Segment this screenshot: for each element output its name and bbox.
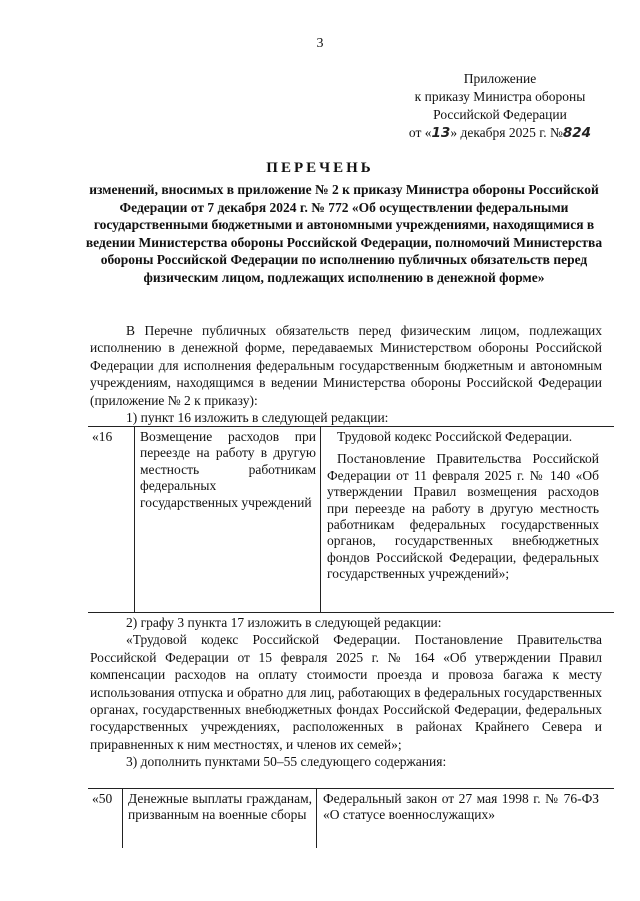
intro-section <box>90 322 602 426</box>
row-16-number: «16 <box>92 429 113 444</box>
appendix-date-line <box>382 124 618 142</box>
item-2-text: «Трудовой кодекс Российской Федерации. Постановление Правительства Российской Федерации от 15 февраля 2025 г. № 164 «Об утверждении Правил компенсации расходов на оплату стоимости проезда и провоза багажа к месту использования отпуска и обратно для лиц, работающих в федеральных государственных органах, государственных внебюджетных фондах Российской Федерации, федеральных государственных учреждениях, расположенных в районах Крайнего Севера и приравненных к ним местностях, и членов их семей»; <box>90 632 602 752</box>
row-16-basis-1: Трудовой кодекс Российской Федерации. <box>337 429 573 444</box>
date-mid: » декабря 2025 г. № <box>450 125 563 140</box>
table-50-col-divider-1 <box>122 788 123 848</box>
document-title: ПЕРЕЧЕНЬ <box>266 160 374 176</box>
appendix-line-1: Приложение <box>463 71 537 86</box>
table-16-top-border <box>88 426 614 427</box>
table-50-top-border <box>88 788 614 789</box>
row-16-basis-2: Постановление Правительства Российской Федерации от 11 февраля 2025 г. № 140 «Об утверждении Правил возмещения расходов при переезде на работу в другую местность работникам федеральных государственных органов, государственных внебюджетных фондов Российской Федерации, федеральных государственных учреждений»; <box>327 451 599 582</box>
intro-paragraph: В Перечне публичных обязательств перед физическим лицом, подлежащих исполнению в денежной форме, передаваемых Министерством обороны Российской Федерации для исполнения федеральным государственным бюджетным и автономным учреждениям, находящимся в ведении Министерства обороны Российской Федерации (приложение № 2 к приказу): <box>90 323 602 408</box>
table-16-bottom-border <box>88 612 614 613</box>
row-50-name: Денежные выплаты гражданам, призванным на военные сборы <box>128 791 312 823</box>
item-1-label: 1) пункт 16 изложить в следующей редакции: <box>126 410 389 426</box>
page-number: 3 <box>316 36 324 51</box>
item-2-label: 2) графу 3 пункта 17 изложить в следующей редакции: <box>126 615 442 630</box>
table-16-col-divider-2 <box>320 426 321 613</box>
item-3-label: 3) дополнить пунктами 50–55 следующего содержания: <box>126 754 447 770</box>
document-subtitle: изменений, вносимых в приложение № 2 к приказу Министра обороны Российской Федерации от 7 декабря 2024 г. № 772 «Об осуществлении федеральными государственными бюджетными и автономными учреждениями, находящимися в ведении Министерства обороны Российской Федерации, полномочий Министерства обороны Российской Федерации по исполнению публичных обязательств перед физическим лицом, подлежащих исполнению в денежной форме» <box>85 182 603 285</box>
handwritten-number: 824 <box>562 125 592 141</box>
table-50-col-divider-2 <box>316 788 317 848</box>
appendix-line-2: к приказу Министра обороны <box>414 89 586 104</box>
table-16-col-divider-1 <box>134 426 135 613</box>
handwritten-day: 13 <box>431 125 451 141</box>
appendix-line-3: Российской Федерации <box>433 107 567 122</box>
appendix-block <box>382 70 618 142</box>
row-16-basis <box>327 429 599 583</box>
date-prefix: от « <box>408 125 432 140</box>
row-16-name: Возмещение расходов при переезде на работу в другую местность работникам федеральных государственных учреждений <box>140 429 316 510</box>
row-50-basis: Федеральный закон от 27 мая 1998 г. № 76-ФЗ «О статусе военнослужащих» <box>323 791 599 823</box>
item-2-section <box>90 614 602 771</box>
row-50-number: «50 <box>92 791 113 806</box>
